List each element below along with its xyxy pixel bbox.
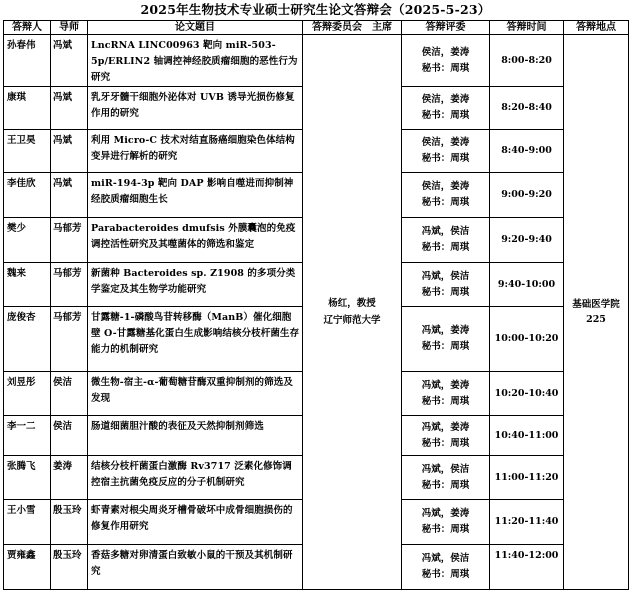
committee-cell <box>303 35 402 590</box>
reviewers-cell <box>402 307 490 372</box>
committee-affiliation: 辽宁师范大学 <box>323 315 381 326</box>
reviewer-names: 冯斌，侯洁 <box>421 553 470 564</box>
reviewer-names: 冯斌，姜涛 <box>421 379 470 391</box>
author-cell: 孙春伟 <box>4 35 51 87</box>
reviewer-names: 冯斌，侯洁 <box>421 463 470 475</box>
author-cell: 李一二 <box>4 416 51 456</box>
advisor-cell: 姜涛 <box>51 456 88 500</box>
reviewers-cell <box>402 545 490 590</box>
author-cell: 刘昱彤 <box>4 372 51 416</box>
topic-cell: 微生物-宿主-α-葡萄糖苷酶双重抑制剂的筛选及发现 <box>88 372 303 416</box>
author-cell: 魏来 <box>4 263 51 307</box>
reviewers-cell <box>402 173 490 218</box>
secretary: 秘书：周琪 <box>421 479 470 491</box>
header-time: 答辩时间 <box>490 21 564 35</box>
advisor-cell: 殷玉玲 <box>51 500 88 545</box>
time-cell: 8:40-9:00 <box>490 130 564 173</box>
reviewers-cell <box>402 500 490 545</box>
secretary: 秘书：周琪 <box>421 286 470 298</box>
time-cell: 8:00-8:20 <box>490 35 564 87</box>
reviewers-cell <box>402 416 490 456</box>
header-committee: 答辩委员会 主席 <box>303 21 402 35</box>
header-reviewers: 答辩评委 <box>402 21 490 35</box>
advisor-cell: 侯洁 <box>51 372 88 416</box>
place-cell <box>564 35 629 590</box>
time-cell: 11:20-11:40 <box>490 500 564 545</box>
author-cell: 王小雪 <box>4 500 51 545</box>
header-author: 答辩人 <box>4 21 51 35</box>
topic-cell: 乳牙牙髓干细胞外泌体对 UVB 诱导光损伤修复作用的研究 <box>88 87 303 130</box>
topic-cell: Parabacteroides dmufsis 外膜囊泡的免疫调控活性研究及其噬菌体的筛选和鉴定 <box>88 218 303 263</box>
advisor-cell: 侯洁 <box>51 416 88 456</box>
advisor-cell: 马郁芳 <box>51 307 88 372</box>
advisor-cell: 马郁芳 <box>51 263 88 307</box>
reviewer-names: 冯斌，姜涛 <box>421 508 470 519</box>
reviewer-names: 冯斌，侯洁 <box>421 270 470 282</box>
topic-cell: 甘露糖-1-磷酸鸟苷转移酶（ManB）催化细胞壁 O-甘露糖基化蛋白生成影响结核分枝杆菌生存能力的机制研究 <box>88 307 303 372</box>
reviewer-names: 侯洁，姜涛 <box>421 46 470 58</box>
reviewer-names: 冯斌，姜涛 <box>421 325 470 336</box>
reviewers-cell <box>402 130 490 173</box>
time-cell: 10:20-10:40 <box>490 372 564 416</box>
time-cell: 9:00-9:20 <box>490 173 564 218</box>
reviewer-names: 侯洁，姜涛 <box>421 181 470 192</box>
secretary: 秘书：周琪 <box>421 437 470 449</box>
topic-cell: miR-194-3p 靶向 DAP 影响自噬进而抑制神经胶质瘤细胞生长 <box>88 173 303 218</box>
reviewers-cell <box>402 372 490 416</box>
reviewer-names: 侯洁，姜涛 <box>421 94 470 105</box>
secretary: 秘书：周琪 <box>421 242 470 253</box>
author-cell: 张腾飞 <box>4 456 51 500</box>
committee-chair: 杨红，教授 <box>328 298 376 309</box>
topic-cell: 香菇多糖对卵清蛋白致敏小鼠的干预及其机制研究 <box>88 545 303 590</box>
secretary: 秘书：周琪 <box>421 62 470 74</box>
topic-cell: 新菌种 Bacteroides sp. Z1908 的多项分类学鉴定及其生物学功能研究 <box>88 263 303 307</box>
reviewer-names: 侯洁，姜涛 <box>421 137 470 148</box>
advisor-cell: 殷玉玲 <box>51 545 88 590</box>
secretary: 秘书：周琪 <box>421 341 470 352</box>
time-cell: 11:00-11:20 <box>490 456 564 500</box>
time-cell: 9:20-9:40 <box>490 218 564 263</box>
reviewers-cell <box>402 218 490 263</box>
author-cell: 樊少 <box>4 218 51 263</box>
secretary: 秘书：周琪 <box>421 153 470 164</box>
header-place: 答辩地点 <box>564 21 629 35</box>
advisor-cell: 冯斌 <box>51 87 88 130</box>
secretary: 秘书：周琪 <box>421 197 470 208</box>
author-cell: 李佳欣 <box>4 173 51 218</box>
time-cell: 10:40-11:00 <box>490 416 564 456</box>
author-cell: 康琪 <box>4 87 51 130</box>
time-cell: 10:00-10:20 <box>490 307 564 372</box>
secretary: 秘书：周琪 <box>421 110 470 121</box>
defense-schedule-table <box>3 20 629 590</box>
author-cell: 贾雍鑫 <box>4 545 51 590</box>
place-building: 基础医学院 <box>572 299 620 310</box>
topic-cell: 肠道细菌胆汁酸的表征及天然抑制剂筛选 <box>88 416 303 456</box>
secretary: 秘书：周琪 <box>421 395 470 407</box>
table-row <box>4 35 629 87</box>
page-title: 2025年生物技术专业硕士研究生论文答辩会（2025-5-23） <box>140 2 491 17</box>
reviewers-cell <box>402 87 490 130</box>
place-room: 225 <box>586 314 606 325</box>
reviewers-cell <box>402 35 490 87</box>
topic-cell: 利用 Micro-C 技术对结直肠癌细胞染色体结构变异进行解析的研究 <box>88 130 303 173</box>
header-advisor: 导师 <box>51 21 88 35</box>
author-cell: 王卫昊 <box>4 130 51 173</box>
reviewers-cell <box>402 456 490 500</box>
author-cell: 庞俊杏 <box>4 307 51 372</box>
secretary: 秘书：周琪 <box>421 524 470 535</box>
topic-cell: 虾青素对根尖周炎牙槽骨破坏中成骨细胞损伤的修复作用研究 <box>88 500 303 545</box>
reviewers-cell <box>402 263 490 307</box>
header-topic: 论文题目 <box>88 21 303 35</box>
reviewer-names: 冯斌，姜涛 <box>421 421 470 433</box>
topic-cell: LncRNA LINC00963 靶向 miR-503-5p/ERLIN2 轴调控神经胶质瘤细胞的恶性行为研究 <box>88 35 303 87</box>
advisor-cell: 冯斌 <box>51 35 88 87</box>
advisor-cell: 马郁芳 <box>51 218 88 263</box>
secretary: 秘书：周琪 <box>421 569 470 580</box>
reviewer-names: 冯斌，侯洁 <box>421 226 470 237</box>
advisor-cell: 冯斌 <box>51 130 88 173</box>
time-cell: 11:40-12:00 <box>490 545 564 590</box>
header-row <box>4 21 629 35</box>
time-cell: 9:40-10:00 <box>490 263 564 307</box>
time-cell: 8:20-8:40 <box>490 87 564 130</box>
advisor-cell: 冯斌 <box>51 173 88 218</box>
topic-cell: 结核分枝杆菌蛋白激酶 Rv3717 泛素化修饰调控宿主抗菌免疫反应的分子机制研究 <box>88 456 303 500</box>
